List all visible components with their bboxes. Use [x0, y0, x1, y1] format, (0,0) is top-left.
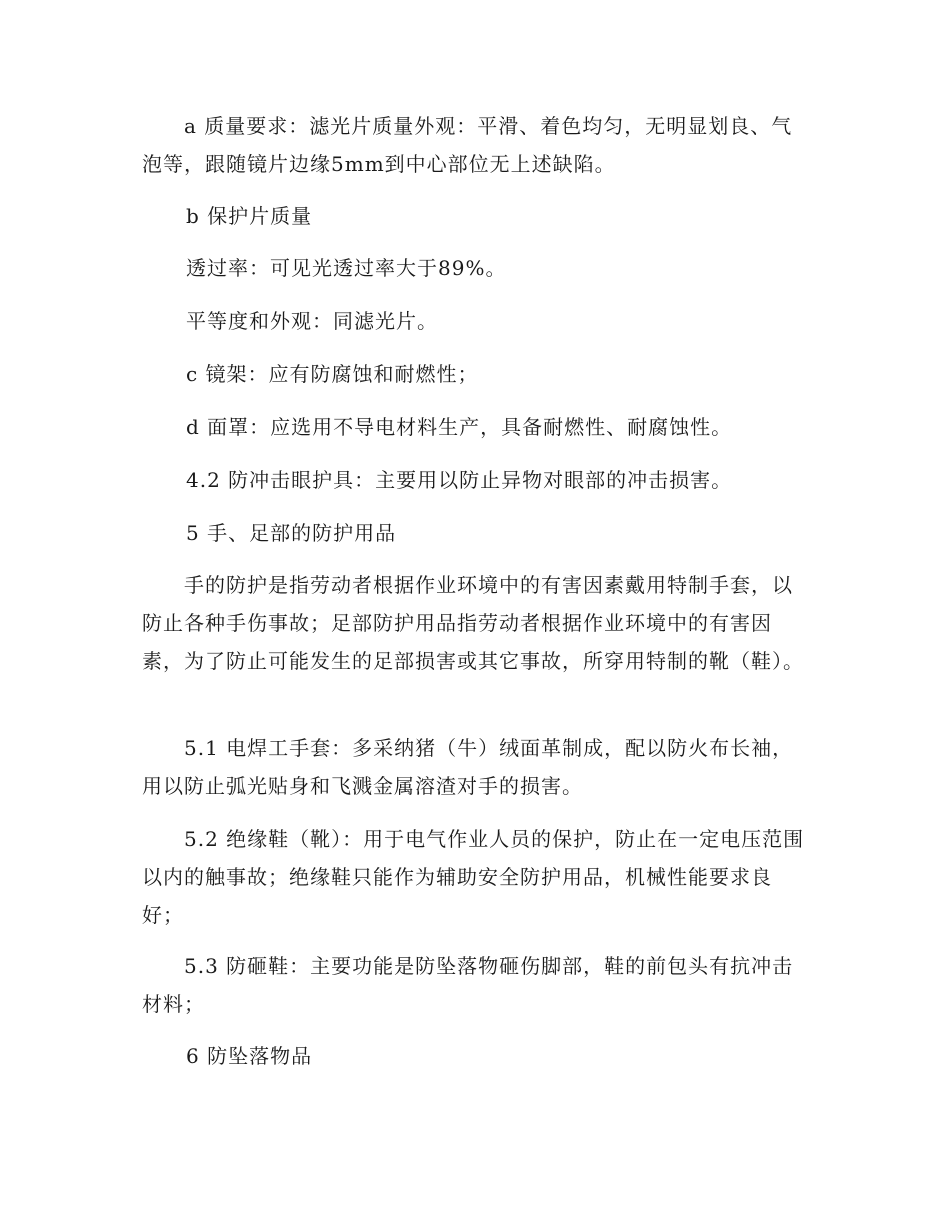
paragraph-insulated-shoes: 5.2 绝缘鞋（靴）：用于电气作业人员的保护，防止在一定电压范围以内的触事故；绝缘鞋只能作为辅助安全防护用品，机械性能要求良好； — [142, 827, 805, 927]
section-heading-hand-foot: 5 手、足部的防护用品 — [186, 521, 397, 545]
section-heading-fall-protection: 6 防坠落物品 — [186, 1044, 313, 1068]
paragraph-welding-gloves: 5.1 电焊工手套：多采纳猪（牛）绒面革制成，配以防火布长袖，用以防止弧光贴身和飞溅金属溶渣对手的损害。 — [142, 736, 794, 798]
paragraph-filter-quality: a 质量要求：滤光片质量外观：平滑、着色均匀，无明显划良、气泡等，跟随镜片边缘5mm到中心部位无上述缺陷。 — [142, 114, 793, 176]
paragraph-impact-eye-protection: 4.2 防冲击眼护具：主要用以防止异物对眼部的冲击损害。 — [186, 468, 733, 492]
paragraph-hand-foot-intro: 手的防护是指劳动者根据作业环境中的有害因素戴用特制手套，以防止各种手伤事故；足部防护用品指劳动者根据作业环境中的有害因素，为了防止可能发生的足部损害或其它事故，所穿用特制的靴（鞋）。 — [142, 573, 804, 673]
paragraph-flatness-appearance: 平等度和外观：同滤光片。 — [186, 309, 438, 333]
paragraph-anti-smash-shoes: 5.3 防砸鞋：主要功能是防坠落物砸伤脚部，鞋的前包头有抗冲击材料； — [142, 954, 794, 1016]
paragraph-transmittance: 透过率：可见光透过率大于89%。 — [186, 256, 507, 280]
paragraph-protective-sheet-heading: b 保护片质量 — [186, 204, 313, 228]
paragraph-face-shield: d 面罩：应选用不导电材料生产，具备耐燃性、耐腐蚀性。 — [186, 415, 733, 439]
paragraph-frame: c 镜架：应有防腐蚀和耐燃性； — [186, 362, 479, 386]
